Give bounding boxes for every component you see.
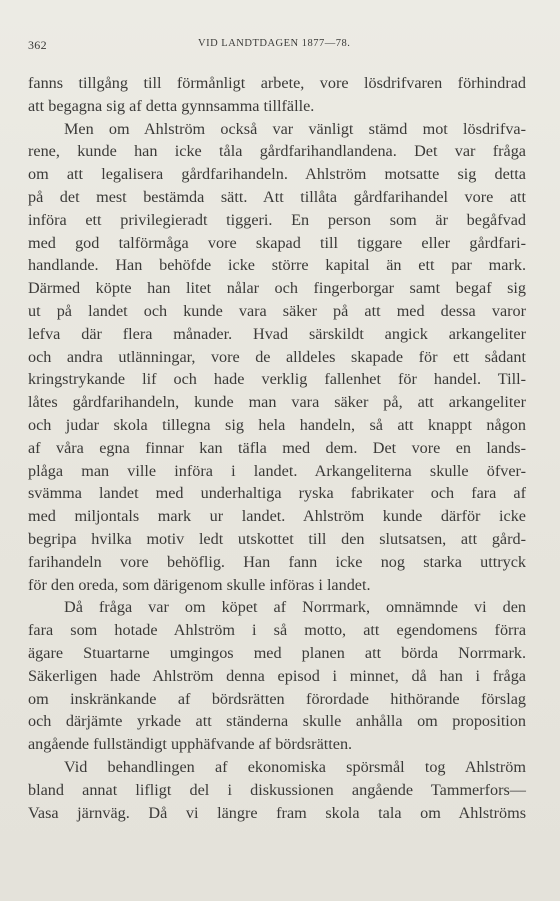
text-line: och därjämte yrkade att ständerna skulle anhålla om proposition bbox=[28, 712, 526, 731]
text-line: Säkerligen hade Ahlström denna episod i minnet, då han i fråga bbox=[28, 666, 526, 685]
text-line: svämma landet med underhaltiga ryska fabrikater och fara af bbox=[28, 484, 526, 503]
text-line: Vasa järnväg. Då vi längre fram skola tala om Ahlströms bbox=[28, 803, 526, 822]
text-line: af våra egna finnar kan täfla med dem. Det vore en lands- bbox=[28, 438, 526, 457]
text-line: plåga man ville införa i landet. Arkangeliterna skulle öfver- bbox=[28, 461, 526, 480]
text-line: farihandeln vore behöflig. Han fann icke nog starka uttryck bbox=[28, 552, 526, 571]
text-line: angående fullständigt upphäfvande af bördsrätten. bbox=[28, 735, 353, 754]
text-line: kringstrykande lif och hade verklig fallenhet för handel. Till- bbox=[28, 370, 526, 389]
text-line: bland annat lifligt del i diskussionen angående Tammerfors— bbox=[28, 780, 526, 799]
text-line: Därmed köpte han litet nålar och fingerborgar samt begaf sig bbox=[28, 279, 526, 298]
text-line: Då fråga var om köpet af Norrmark, omnämnde vi den bbox=[64, 598, 526, 617]
text-line: ut på landet och kunde vara säker på att med dessa varor bbox=[28, 301, 526, 320]
text-line: att begagna sig af detta gynnsamma tillfälle. bbox=[28, 96, 315, 115]
text-line: på det mest bestämda sätt. Att tillåta gårdfarihandel vore att bbox=[28, 187, 526, 206]
body-text bbox=[28, 72, 526, 824]
text-line: handlande. Han behöfde icke större kapital än ett par mark. bbox=[28, 256, 526, 275]
text-line: fanns tillgång till förmånligt arbete, vore lösdrifvaren förhindrad bbox=[28, 74, 526, 92]
text-line: ägare Stuartarne umgingos med planen att börda Norrmark. bbox=[28, 643, 526, 662]
text-line: lefva där flera månader. Hvad särskildt angick arkangeliter bbox=[28, 324, 526, 343]
text-line: och andra utlänningar, vore de alldeles skapade för ett sådant bbox=[28, 347, 526, 366]
text-line: Men om Ahlström också var vänligt stämd mot lösdrifva- bbox=[64, 119, 526, 138]
page-header bbox=[28, 38, 532, 58]
text-line: med god talförmåga vore skapad till tiggare eller gårdfari- bbox=[28, 233, 526, 252]
text-line: med miljontals mark ur landet. Ahlström kunde därför icke bbox=[28, 507, 526, 526]
text-line: införa ett privilegieradt tiggeri. En person som är begåfvad bbox=[28, 210, 526, 229]
page-number: 362 bbox=[28, 38, 47, 52]
text-line: och judar skola tillegna sig hela handeln, så att knappt någon bbox=[28, 415, 526, 434]
text-line: rene, kunde han icke tåla gårdfarihandlandena. Det var fråga bbox=[28, 142, 526, 161]
text-line: om att legalisera gårdfarihandeln. Ahlström motsatte sig detta bbox=[28, 165, 526, 184]
text-line: Vid behandlingen af ekonomiska spörsmål tog Ahlström bbox=[64, 757, 526, 776]
text-line: fara som hotade Ahlström i så motto, att egendomens förra bbox=[28, 621, 526, 640]
text-line: för den oreda, som därigenom skulle införas i landet. bbox=[28, 575, 371, 594]
text-line: om inskränkande af bördsrätten förordade hithörande förslag bbox=[28, 689, 526, 708]
running-head: VID LANDTDAGEN 1877—78. bbox=[198, 38, 351, 49]
text-line: låtes gårdfarihandeln, kunde man vara säker på, att arkangeliter bbox=[28, 393, 526, 412]
text-line: begripa hvilka motiv ledt utskottet till den slutsatsen, att gård- bbox=[28, 529, 526, 548]
